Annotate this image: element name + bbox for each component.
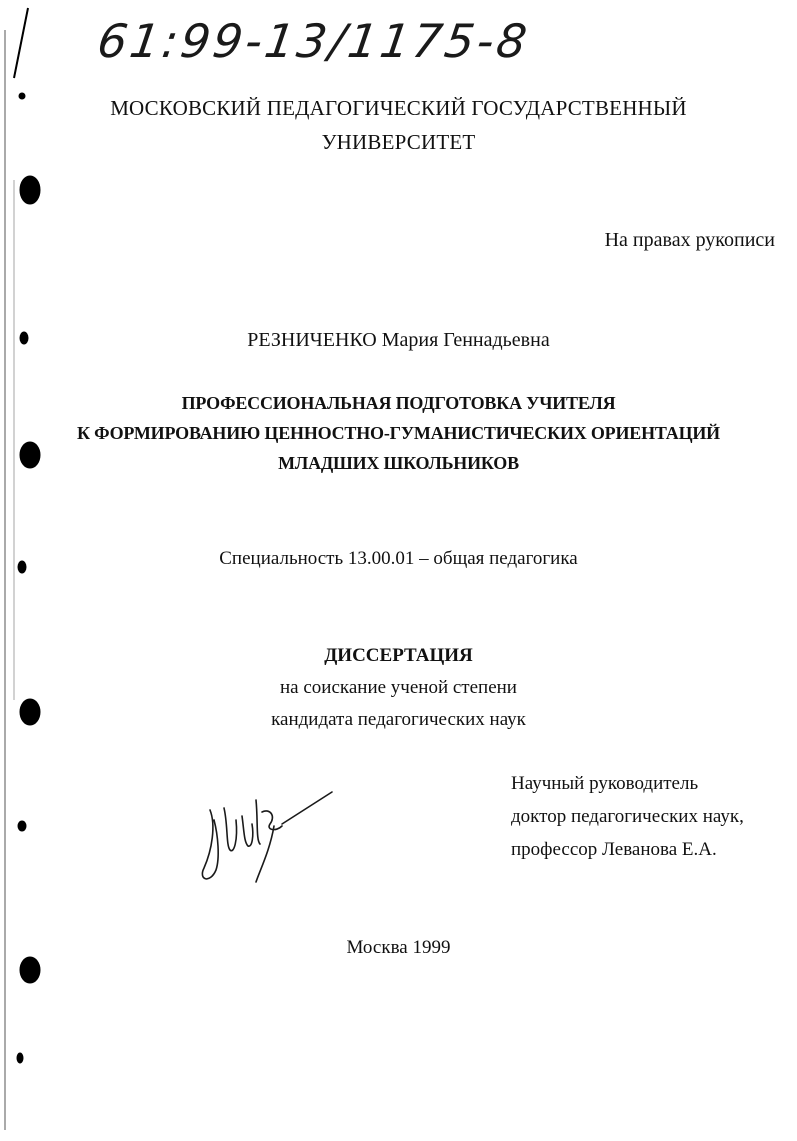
degree-line-1: на соискание ученой степени — [280, 677, 517, 698]
degree-line-2: кандидата педагогических наук — [271, 709, 526, 730]
handwritten-signature — [190, 780, 340, 890]
margin-scan-marks — [0, 0, 60, 1141]
dissertation-title-line-3: МЛАДШИХ ШКОЛЬНИКОВ — [278, 453, 519, 473]
university-name-line-2: УНИВЕРСИТЕТ — [321, 130, 476, 154]
supervisor-label: Научный руководитель — [511, 773, 699, 794]
handwritten-registry-number: 61:99-13/1175-8 — [94, 14, 533, 68]
author-name: РЕЗНИЧЕНКО Мария Геннадьевна — [247, 329, 550, 351]
university-name-line-1: МОСКОВСКИЙ ПЕДАГОГИЧЕСКИЙ ГОСУДАРСТВЕННЫЙ — [110, 96, 687, 120]
dissertation-title-line-2: К ФОРМИРОВАНИЮ ЦЕННОСТНО-ГУМАНИСТИЧЕСКИХ ОРИЕНТАЦИЙ — [77, 423, 720, 443]
city-and-year: Москва 1999 — [346, 937, 451, 958]
supervisor-name: профессор Леванова Е.А. — [511, 839, 717, 860]
dissertation-heading: ДИССЕРТАЦИЯ — [324, 645, 473, 666]
dissertation-title-line-1: ПРОФЕССИОНАЛЬНАЯ ПОДГОТОВКА УЧИТЕЛЯ — [181, 393, 616, 413]
specialty-line: Специальность 13.00.01 – общая педагогика — [219, 548, 578, 569]
manuscript-rights-note: На правах рукописи — [604, 229, 775, 251]
supervisor-degree: доктор педагогических наук, — [511, 806, 744, 827]
